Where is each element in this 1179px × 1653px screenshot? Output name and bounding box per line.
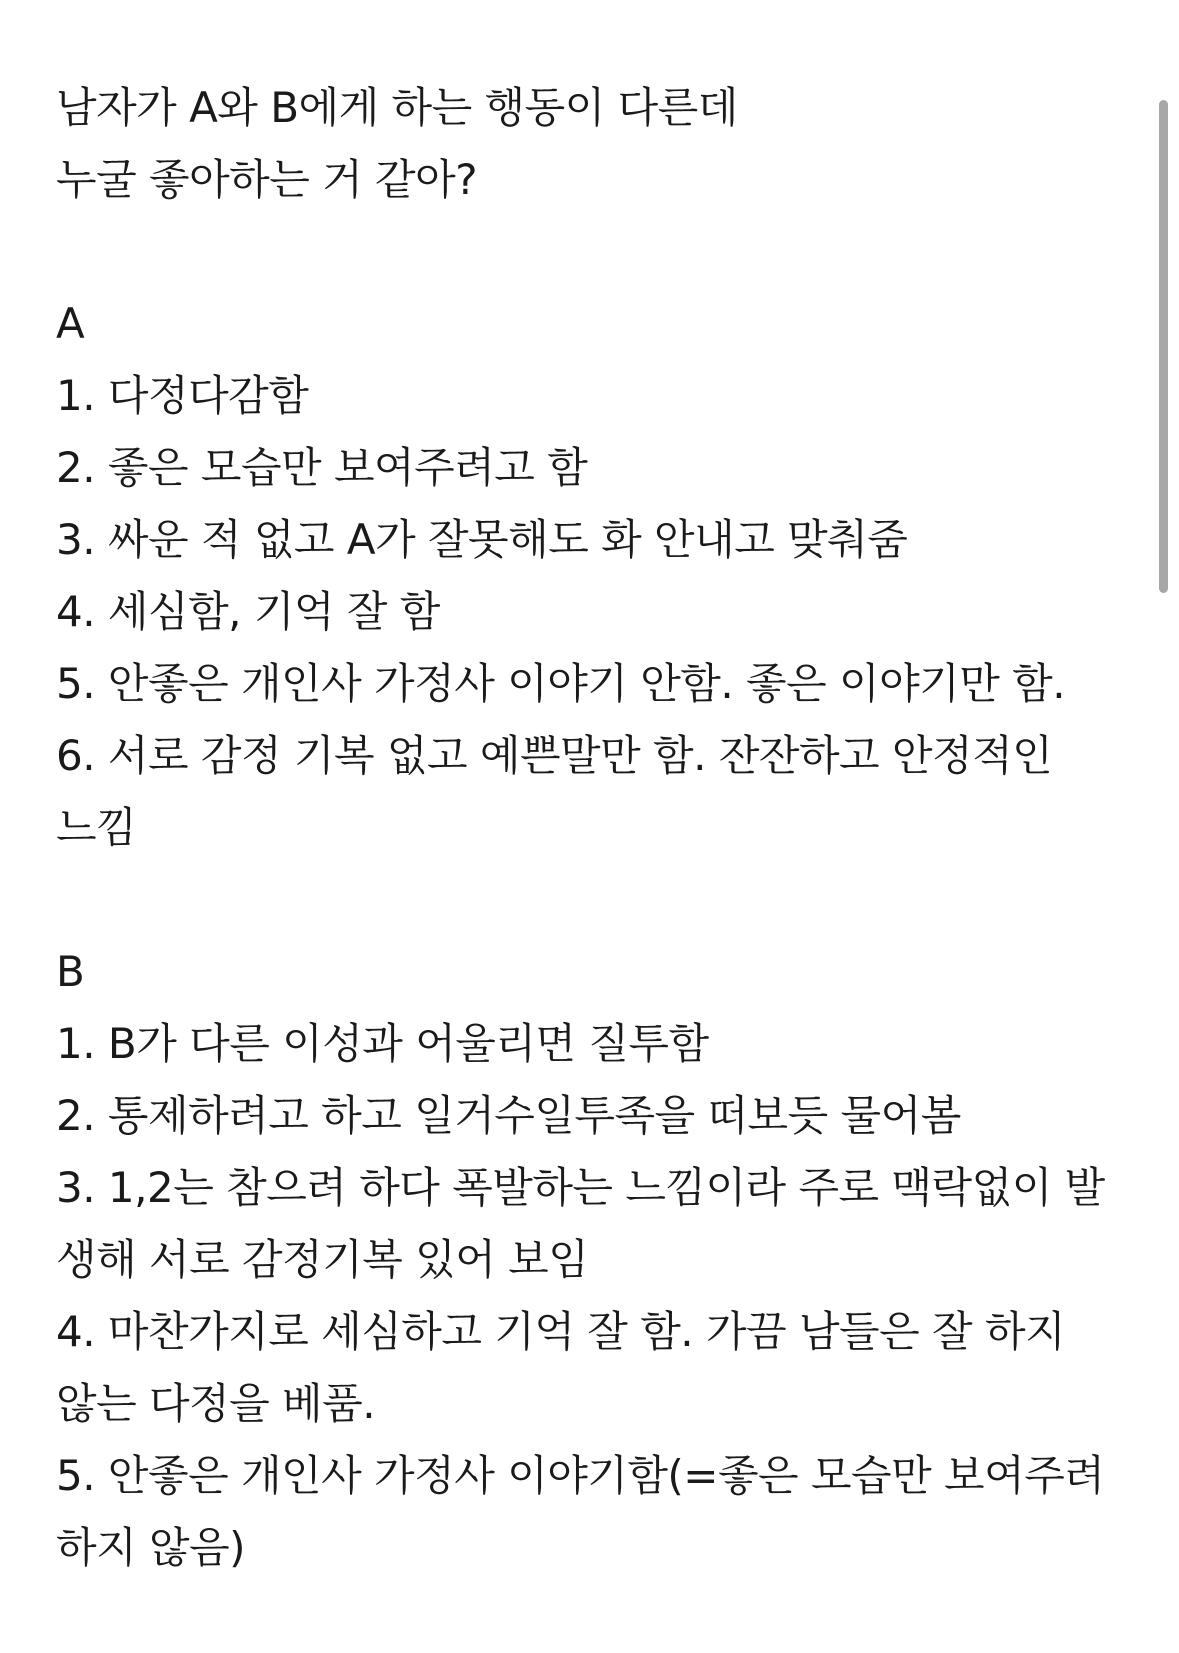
- spacer: [56, 864, 1136, 936]
- question-line: 남자가 A와 B에게 하는 행동이 다른데: [56, 83, 738, 132]
- section-b-item: 3. 1,2는 참으려 하다 폭발하는 느낌이라 주로 맥락없이 발: [56, 1163, 1105, 1212]
- section-b-item: 1. B가 다른 이성과 어울리면 질투함: [56, 1019, 709, 1068]
- section-b-item: 4. 마찬가지로 세심하고 기억 잘 함. 가끔 남들은 잘 하지: [56, 1307, 1066, 1356]
- section-a-item: 1. 다정다감함: [56, 371, 309, 420]
- post-body: [56, 72, 1136, 1584]
- section-a-item: 3. 싸운 적 없고 A가 잘못해도 화 안내고 맞춰줌: [56, 515, 908, 564]
- section-b-item: 2. 통제하려고 하고 일거수일투족을 떠보듯 물어봄: [56, 1091, 961, 1140]
- section-b-item: 하지 않음): [56, 1523, 246, 1572]
- section-a-item: 5. 안좋은 개인사 가정사 이야기 안함. 좋은 이야기만 함.: [56, 659, 1066, 708]
- section-a-item: 6. 서로 감정 기복 없고 예쁜말만 함. 잔잔하고 안정적인: [56, 731, 1053, 780]
- section-a-heading: A: [56, 299, 85, 348]
- section-a-item: 2. 좋은 모습만 보여주려고 함: [56, 443, 588, 492]
- section-b-item: 5. 안좋은 개인사 가정사 이야기함(=좋은 모습만 보여주려: [56, 1451, 1105, 1500]
- section-b-item: 않는 다정을 베품.: [56, 1379, 376, 1428]
- section-b-heading: B: [56, 947, 85, 996]
- section-a-item: 4. 세심함, 기억 잘 함: [56, 587, 440, 636]
- scrollbar-thumb[interactable]: [1159, 100, 1168, 593]
- question-line: 누굴 좋아하는 거 같아?: [56, 155, 477, 204]
- spacer: [56, 216, 1136, 288]
- section-a-item: 느낌: [56, 803, 137, 852]
- section-b-item: 생해 서로 감정기복 있어 보임: [56, 1235, 589, 1284]
